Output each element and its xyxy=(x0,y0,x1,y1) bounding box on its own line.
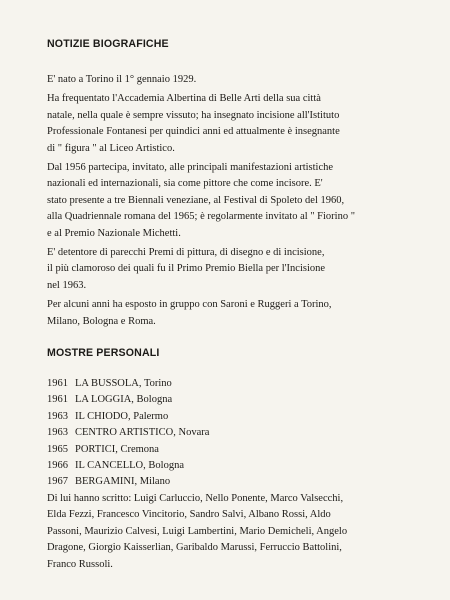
exhibition-year: 1961 xyxy=(47,394,68,406)
exhibition-venue: IL CHIODO xyxy=(75,410,128,422)
exhibition-venue: PORTICI xyxy=(75,443,116,455)
exhibition-venue: IL CANCELLO xyxy=(75,460,144,472)
exhibition-city: , Milano xyxy=(134,476,171,488)
exhibition-year: 1961 xyxy=(47,378,68,389)
exhibition-item xyxy=(47,376,377,392)
exhibition-venue: LA LOGGIA xyxy=(75,394,132,406)
exhibition-year: 1963 xyxy=(47,410,68,422)
exhibition-year: 1966 xyxy=(47,460,68,472)
exhibition-city: , Novara xyxy=(173,427,210,439)
exhibition-item xyxy=(47,474,377,490)
bio-paragraph: Per alcuni anni ha esposto in gruppo con Saroni e Ruggeri a Torino, Milano, Bologna e Roma. xyxy=(47,299,332,327)
exhibition-city: , Bologna xyxy=(143,460,184,472)
bio-paragraph: E' nato a Torino il 1° gennaio 1929. xyxy=(47,74,197,85)
critics-paragraph: Di lui hanno scritto: Luigi Carluccio, Nello Ponente, Marco Valsecchi, Elda Fezzi, Francesco Vincitorio, Sandro Salvi, Albano Rossi, Aldo Passoni, Maurizio Calvesi, Luigi Lambertini, Mario Demicheli, Angelo Dragone, Giorgio Kaisserlian, Garibaldo Marussi, Ferruccio Battolini, Franco Russoli. xyxy=(47,493,348,570)
exhibition-item xyxy=(47,392,377,408)
exhibition-city: , Bologna xyxy=(131,394,173,406)
exhibition-item xyxy=(47,409,377,425)
bio-heading: NOTIZIE BIOGRAFICHE xyxy=(47,38,169,50)
exhibition-venue: CENTRO ARTISTICO xyxy=(75,427,174,439)
bio-text xyxy=(47,72,377,333)
exhibition-item xyxy=(47,458,377,474)
exhibitions-heading: MOSTRE PERSONALI xyxy=(47,347,160,359)
exhibition-item xyxy=(47,442,377,458)
exhibition-city: , Palermo xyxy=(127,410,169,422)
exhibition-city: , Cremona xyxy=(115,443,159,455)
exhibition-item xyxy=(47,425,377,441)
exhibition-year: 1967 xyxy=(47,476,68,488)
bio-paragraph: Ha frequentato l'Accademia Albertina di Belle Arti della sua città natale, nella quale è sempre vissuto; ha insegnato incisione all'Istituto Professionale Fontanesi per quindici anni ed attualmente è insegnante di " figura " al Liceo Artistico. xyxy=(47,93,340,154)
exhibitions-list xyxy=(47,376,377,491)
exhibition-city: , Torino xyxy=(138,378,172,389)
exhibition-venue: BERGAMINI xyxy=(75,476,135,488)
exhibition-venue: LA BUSSOLA xyxy=(75,378,139,389)
exhibition-year: 1963 xyxy=(47,427,68,439)
bio-paragraph: E' detentore di parecchi Premi di pittura, di disegno e di incisione, il più clamoroso dei quali fu il Primo Premio Biella per l'Incisione nel 1963. xyxy=(47,247,326,291)
bio-paragraph: Dal 1956 partecipa, invitato, alle principali manifestazioni artistiche nazionali ed internazionali, sia come pittore che come incisore. E' stato presente a tre Biennali veneziane, al Festival di Spoleto del 1960, alla Quadriennale romana del 1965; è regolarmente invitato al " Fiorino " e al Premio Nazionale Michetti. xyxy=(47,162,356,239)
exhibition-year: 1965 xyxy=(47,443,68,455)
